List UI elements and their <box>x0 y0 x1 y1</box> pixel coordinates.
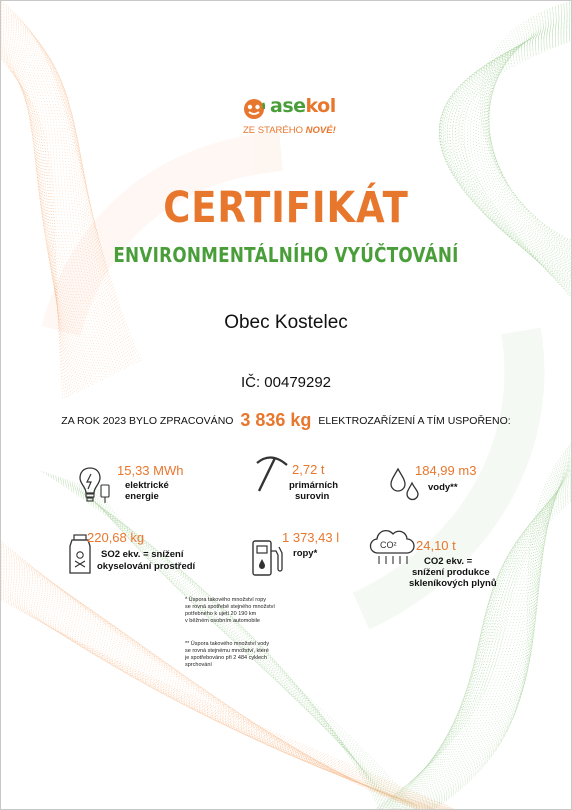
recipient-name: Obec Kostelec <box>224 312 348 333</box>
wave-line <box>1 547 425 810</box>
stat-water <box>388 461 518 509</box>
wave-line <box>443 26 572 278</box>
stat-raw-materials-value: 2,72 t <box>292 462 325 477</box>
co2-icon-text: CO² <box>380 540 397 550</box>
stat-co2-label-3: skleníkových plynů <box>409 578 497 589</box>
certificate-title: CERTIFIKÁT <box>163 183 409 233</box>
brand-name <box>270 95 336 117</box>
certificate-subtitle: ENVIRONMENTÁLNÍHO VYÚČTOVÁNÍ <box>113 243 459 267</box>
summary-suffix: ELEKTROZAŘÍZENÍ A TÍM USPOŘENO: <box>318 415 511 427</box>
wave-line <box>442 27 572 280</box>
asekol-logo <box>243 97 343 142</box>
processing-summary <box>1 410 571 431</box>
footnote-oil <box>185 597 275 625</box>
stat-raw-materials-label-1: primárních <box>289 480 339 491</box>
brand-name-part2: kol <box>305 95 336 117</box>
footnote-oil-line: * Úspora takového množství ropy <box>185 597 267 603</box>
wave-line <box>1 544 423 810</box>
footnote-water-line: je spotřebováno při 2 484 cyklech <box>185 655 267 661</box>
stat-so2-value: 220,68 kg <box>87 530 145 545</box>
stat-raw-materials-label-2: surovin <box>295 491 330 502</box>
footnote-water-line: se rovná stejnému množství, které <box>185 648 269 654</box>
footnote-oil-line: v běžném osobním automobile <box>185 618 260 624</box>
summary-prefix: ZA ROK 2023 BYLO ZPRACOVÁNO <box>61 415 234 427</box>
pickaxe-icon <box>253 453 291 493</box>
wave-line <box>1 600 460 810</box>
wave-line <box>1 595 457 810</box>
company-id: IČ: 00479292 <box>240 374 332 391</box>
wave-line <box>1 594 456 810</box>
stat-so2-label-2: okyselování prostředí <box>97 561 196 572</box>
stat-so2 <box>63 528 223 576</box>
stat-oil <box>251 528 371 578</box>
wave-line <box>445 25 572 277</box>
tagline-part2: NOVÉ! <box>305 125 336 136</box>
processed-amount: 3 836 kg <box>240 410 312 430</box>
wave-line <box>1 549 426 810</box>
brand-tagline <box>243 125 336 136</box>
stat-electricity-value: 15,33 MWh <box>117 463 184 478</box>
stat-co2 <box>369 526 509 588</box>
stat-co2-label-1: CO2 ekv. = <box>424 556 473 567</box>
footnote-oil-line: potřebného k ujetí 20 190 km <box>185 611 257 617</box>
stat-oil-label: ropy* <box>293 548 318 559</box>
stat-electricity-label-2: energie <box>125 491 159 502</box>
asekol-logo-mark-icon <box>243 98 265 120</box>
stat-water-value: 184,99 m3 <box>415 463 477 478</box>
stat-raw-materials <box>253 453 373 501</box>
stat-electricity <box>79 461 229 509</box>
wave-line <box>1 597 458 810</box>
stat-water-label: vody** <box>428 482 458 493</box>
co2-cloud-icon <box>369 526 415 566</box>
stat-co2-value: 24,10 t <box>416 538 456 553</box>
footnote-water <box>185 641 269 669</box>
stat-so2-label-1: SO2 ekv. = snížení <box>101 549 184 560</box>
wave-line <box>452 22 572 273</box>
wave-line <box>447 24 572 276</box>
stat-co2-label-2: snížení produkce <box>412 567 490 578</box>
stat-electricity-label-1: elektrické <box>125 480 169 491</box>
tagline-part1: ZE STARÉHO <box>243 125 306 136</box>
fuel-pump-icon <box>251 539 285 579</box>
brand-name-part1: ase <box>270 95 306 117</box>
wave-line <box>450 23 572 274</box>
stat-oil-value: 1 373,43 l <box>282 530 340 545</box>
footnote-oil-line: se rovná spotřebě stejného množství <box>185 604 275 610</box>
footnote-water-line: sprchování <box>185 662 212 668</box>
footnote-water-line: ** Úspora takového množství vody <box>185 641 270 647</box>
lightbulb-icon <box>79 465 113 505</box>
wave-line <box>1 598 459 810</box>
wave-line <box>1 543 422 810</box>
